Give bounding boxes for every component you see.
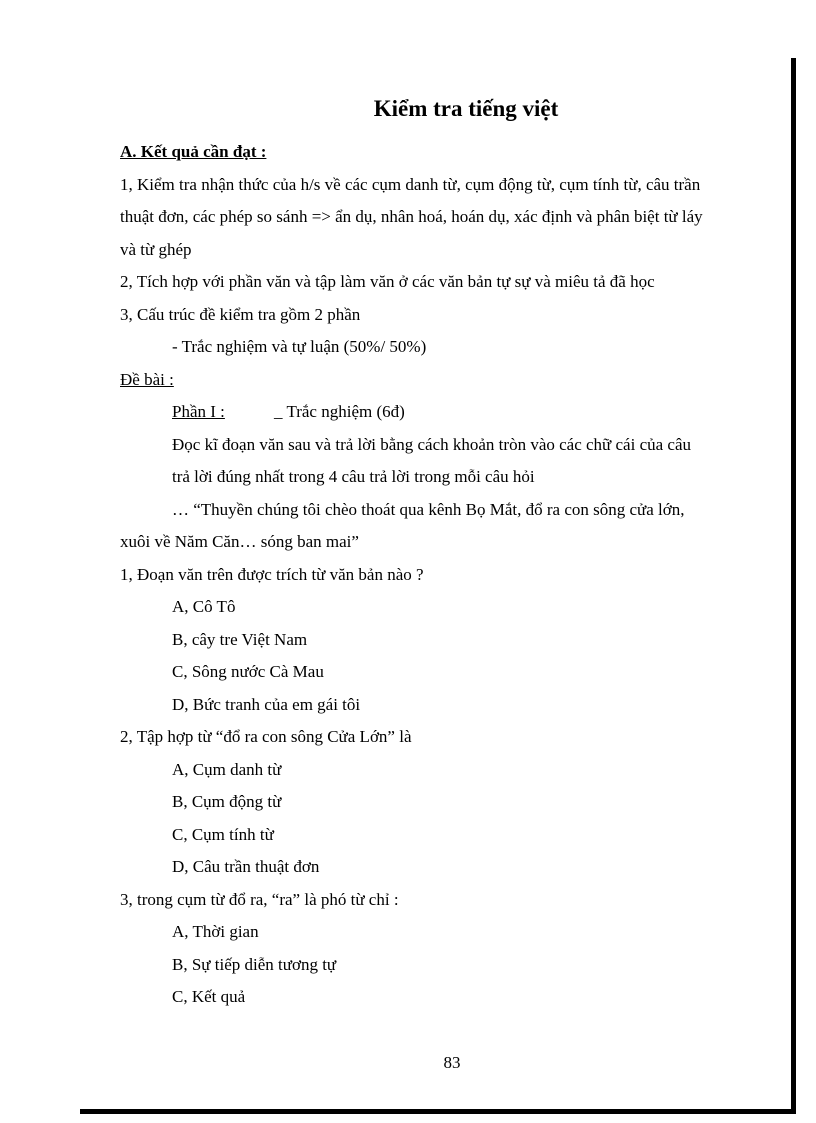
de-bai-heading: Đề bài : xyxy=(120,369,174,389)
page-number: 83 xyxy=(443,1053,461,1072)
section-a-item3-sub: - Trắc nghiệm và tự luận (50%/ 50%) xyxy=(172,337,427,356)
section-a-heading: A. Kết quả cần đạt : xyxy=(120,142,267,161)
question-2-option-b: B, Cụm động từ xyxy=(172,792,282,811)
section-a-item1-line1: 1, Kiểm tra nhận thức của h/s về các cụm danh từ, cụm động từ, cụm tính từ, câu trần xyxy=(120,174,701,194)
instruction-line2: trả lời đúng nhất trong 4 câu trả lời trong mỗi câu hỏi xyxy=(172,467,535,486)
question-1-option-b: B, cây tre Việt Nam xyxy=(172,629,308,649)
section-a-item1-line3: và từ ghép xyxy=(120,239,192,259)
question-3-option-c: C, Kết quả xyxy=(172,987,246,1006)
question-2-option-d: D, Câu trần thuật đơn xyxy=(172,857,320,876)
question-1-option-a: A, Cô Tô xyxy=(172,597,236,616)
question-3-option-b: B, Sự tiếp diễn tương tự xyxy=(172,954,337,974)
quote-line2: xuôi về Năm Căn… sóng ban mai” xyxy=(120,532,359,551)
part-title: _ Trắc nghiệm (6đ) xyxy=(274,402,405,421)
question-1-option-c: C, Sông nước Cà Mau xyxy=(172,662,324,681)
section-a-item1-line2: thuật đơn, các phép so sánh => ẩn dụ, nhân hoá, hoán dụ, xác định và phân biệt từ láy xyxy=(120,207,703,226)
question-1: 1, Đoạn văn trên được trích từ văn bản nào ? xyxy=(120,564,424,584)
section-a-item2: 2, Tích hợp với phần văn và tập làm văn ở các văn bản tự sự và miêu tả đã học xyxy=(120,272,655,291)
part-label: Phần I : xyxy=(172,402,225,421)
question-1-option-d: D, Bức tranh của em gái tôi xyxy=(172,694,361,714)
question-2: 2, Tập hợp từ “đổ ra con sông Cửa Lớn” là xyxy=(120,727,412,746)
question-3-option-a: A, Thời gian xyxy=(172,922,259,941)
section-a-item3: 3, Cấu trúc đề kiểm tra gồm 2 phần xyxy=(120,304,361,324)
instruction-line1: Đọc kĩ đoạn văn sau và trả lời bằng cách khoản tròn vào các chữ cái của câu xyxy=(172,434,692,454)
page-title: Kiểm tra tiếng việt xyxy=(373,96,559,121)
question-2-option-a: A, Cụm danh từ xyxy=(172,759,282,779)
part-one-line xyxy=(120,396,790,429)
question-3: 3, trong cụm từ đổ ra, “ra” là phó từ chỉ : xyxy=(120,889,399,909)
document-body xyxy=(120,96,790,1014)
quote-line1: … “Thuyền chúng tôi chèo thoát qua kênh Bọ Mắt, đổ ra con sông cửa lớn, xyxy=(172,499,685,519)
question-2-option-c: C, Cụm tính từ xyxy=(172,824,274,844)
